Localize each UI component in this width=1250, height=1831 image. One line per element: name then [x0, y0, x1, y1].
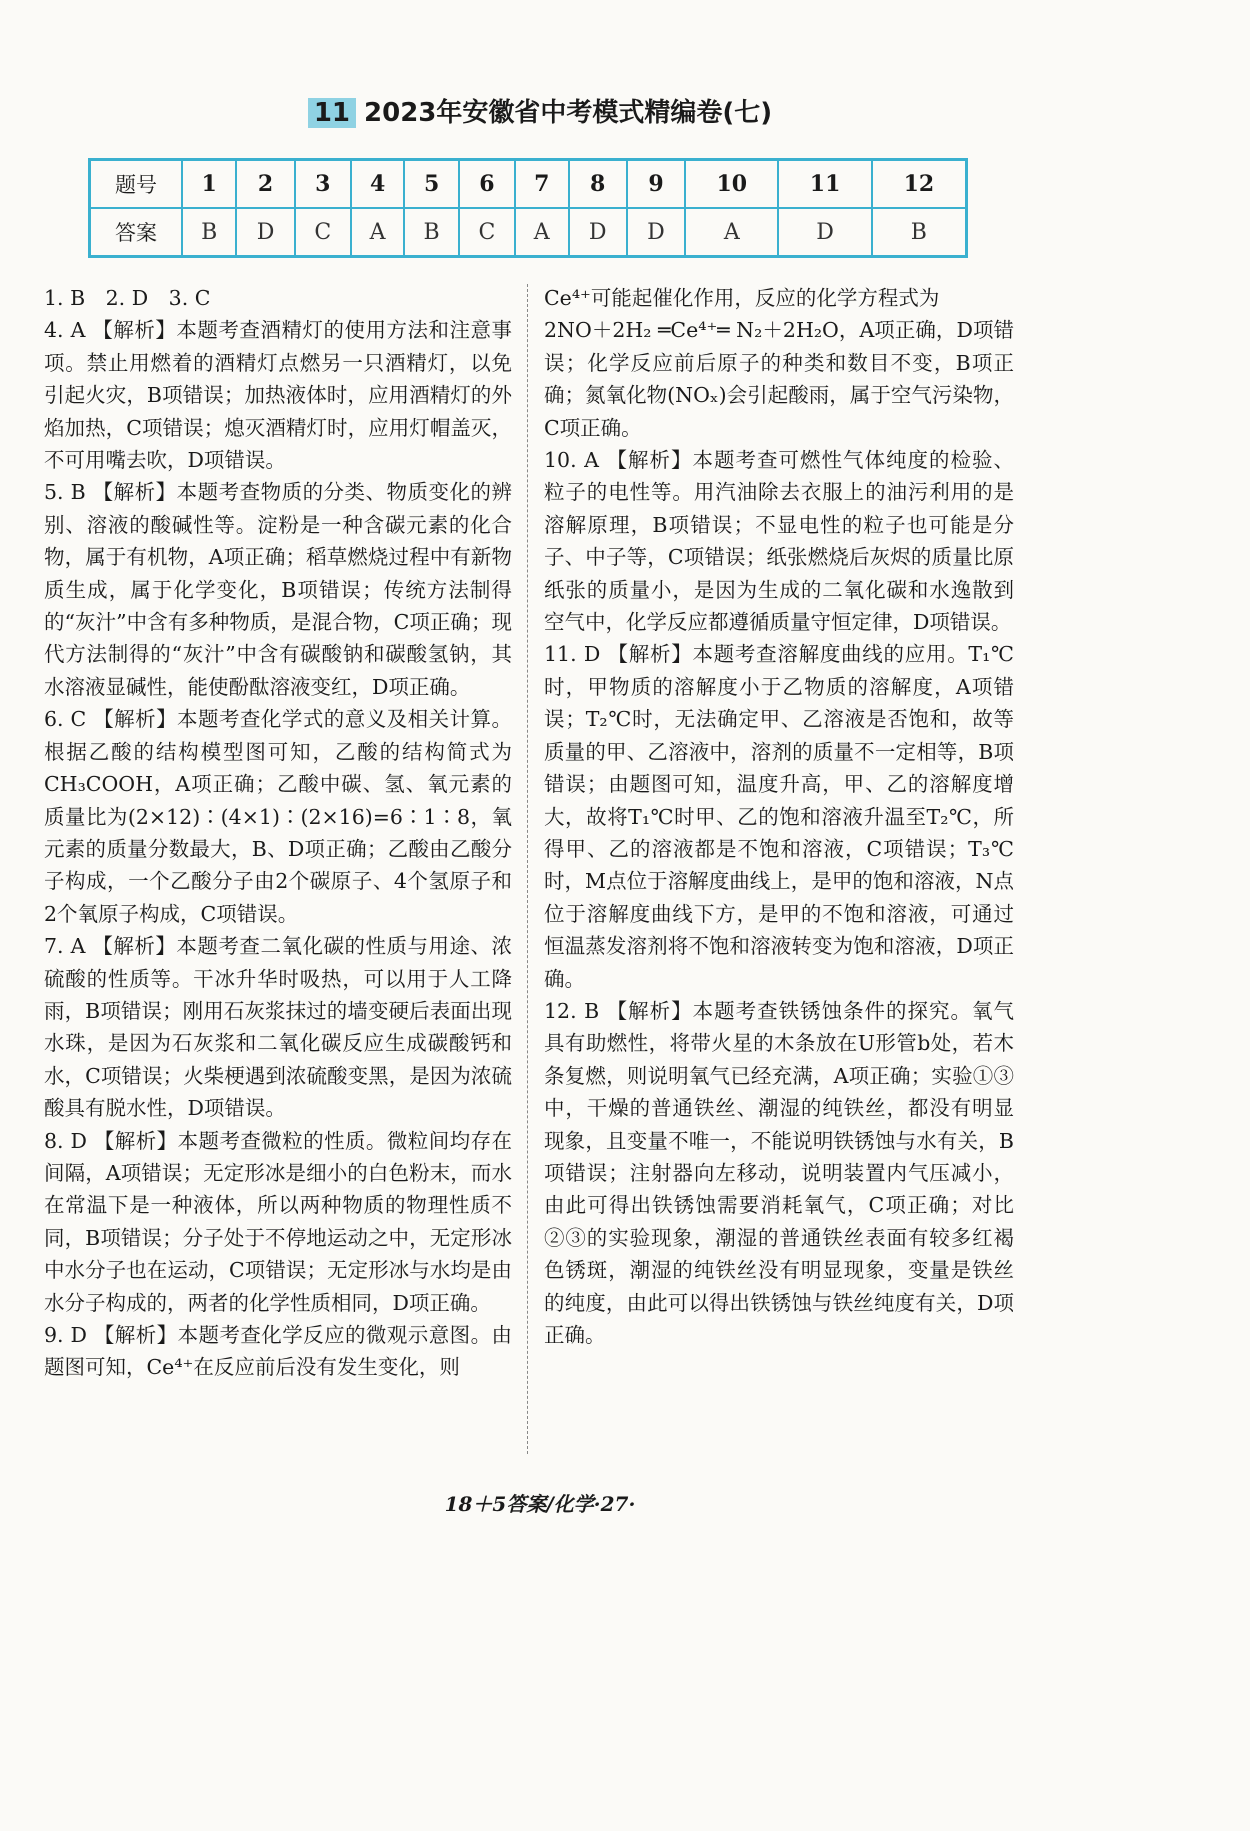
question-number: 10 — [685, 160, 778, 209]
answer-item-7: 7. A 【解析】本题考查二氧化碳的性质与用途、浓硫酸的性质等。干冰升华时吸热，可以用于人工降雨，B项错误；刚用石灰浆抹过的墙变硬后表面出现水珠，是因为石灰浆和二氧化碳反应生成碳酸钙和水，C项错误；火柴梗遇到浓硫酸变黑，是因为浓硫酸具有脱水性，D项错误。 — [44, 934, 512, 1121]
answer-cell: A — [685, 208, 778, 257]
answer-cell: A — [515, 208, 569, 257]
answer-table — [88, 158, 968, 258]
question-number: 11 — [778, 160, 871, 209]
item-9-text: Ce⁴⁺可能起催化作用，反应的化学方程式为 — [544, 286, 940, 310]
answer-label: 答案 — [90, 208, 183, 257]
question-number: 3 — [295, 160, 351, 209]
question-number: 9 — [627, 160, 685, 209]
answer-item-4: 4. A 【解析】本题考查酒精灯的使用方法和注意事项。禁止用燃着的酒精灯点燃另一只酒精灯，以免引起火灾，B项错误；加热液体时，应用酒精灯的外焰加热，C项错误；熄灭酒精灯时，应用灯帽盖灭，不可用嘴去吹，D项错误。 — [44, 318, 512, 473]
answer-item-9-start: 9. D 【解析】本题考查化学反应的微观示意图。由题图可知，Ce⁴⁺在反应前后没有发生变化，则 — [44, 1323, 512, 1380]
answer-cell: B — [182, 208, 236, 257]
answer-item-6: 6. C 【解析】本题考查化学式的意义及相关计算。根据乙酸的结构模型图可知，乙酸的结构简式为CH₃COOH，A项正确；乙酸中碳、氢、氧元素的质量比为(2×12)∶(4×1)∶(2×16)=6∶1∶8，氧元素的质量分数最大，B、D项正确；乙酸由乙酸分子构成，一个乙酸分子由2个碳原子、4个氢原子和2个氧原子构成，C项错误。 — [44, 707, 512, 926]
answer-item-5: 5. B 【解析】本题考查物质的分类、物质变化的辨别、溶液的酸碱性等。淀粉是一种含碳元素的化合物，属于有机物，A项正确；稻草燃烧过程中有新物质生成，属于化学变化，B项错误；传统方法制得的“灰汁”中含有多种物质，是混合物，C项正确；现代方法制得的“灰汁”中含有碳酸钠和碳酸氢钠，其水溶液显碱性，能使酚酞溶液变红，D项正确。 — [44, 480, 512, 699]
answer-cell: C — [459, 208, 515, 257]
answer-item-10: 10. A 【解析】本题考查可燃性气体纯度的检验、粒子的电性等。用汽油除去衣服上的油污利用的是溶解原理，B项错误；不显电性的粒子也可能是分子、中子等，C项错误；纸张燃烧后灰烬的质量比原纸张的质量小，是因为生成的二氧化碳和水逸散到空气中，化学反应都遵循质量守恒定律，D项错误。 — [544, 448, 1014, 635]
answer-cell: C — [295, 208, 351, 257]
answer-cell: D — [569, 208, 627, 257]
answer-item-8: 8. D 【解析】本题考查微粒的性质。微粒间均存在间隔，A项错误；无定形冰是细小的白色粉末，而水在常温下是一种液体，所以两种物质的物理性质不同，B项错误；分子处于不停地运动之中，无定形冰中水分子也在运动，C项错误；无定形冰与水均是由水分子构成的，两者的化学性质相同，D项正确。 — [44, 1128, 512, 1315]
left-column — [44, 282, 512, 1384]
question-number: 5 — [404, 160, 458, 209]
exam-title-text: 2023年安徽省中考模式精编卷(七) — [364, 98, 773, 128]
answer-cell: A — [351, 208, 405, 257]
column-divider — [527, 284, 528, 1454]
answer-item-12: 12. B 【解析】本题考查铁锈蚀条件的探究。氧气具有助燃性，将带火星的木条放在U形管b处，若木条复燃，则说明氧气已经充满，A项正确；实验①③中，干燥的普通铁丝、潮湿的纯铁丝，都没有明显现象，且变量不唯一，不能说明铁锈蚀与水有关，B项错误；注射器向左移动，说明装置内气压减小，由此可得出铁锈蚀需要消耗氧气，C项正确；对比②③的实验现象，潮湿的普通铁丝表面有较多红褐色锈斑，潮湿的纯铁丝没有明显现象，变量是铁丝的纯度，由此可以得出铁锈蚀与铁丝纯度有关，D项正确。 — [544, 998, 1014, 1347]
question-label: 题号 — [90, 160, 183, 209]
question-number: 8 — [569, 160, 627, 209]
answer-item-9-cont — [544, 282, 1014, 444]
question-number: 2 — [236, 160, 294, 209]
question-number-row — [90, 160, 967, 209]
page-footer: 18＋5答案/化学·27· — [444, 1492, 636, 1516]
right-column — [544, 282, 1014, 1351]
exam-number-badge: 11 — [308, 98, 356, 128]
answer-cell: D — [236, 208, 294, 257]
question-number: 4 — [351, 160, 405, 209]
answer-row — [90, 208, 967, 257]
question-number: 7 — [515, 160, 569, 209]
answer-cell: D — [778, 208, 871, 257]
answer-cell: B — [872, 208, 967, 257]
answer-cell: D — [627, 208, 685, 257]
item-9-equation: 2NO＋2H₂ ═Ce⁴⁺═ N₂＋2H₂O — [544, 318, 839, 343]
answer-item-1-3: 1. B 2. D 3. C — [44, 286, 211, 310]
question-number: 1 — [182, 160, 236, 209]
question-number: 6 — [459, 160, 515, 209]
answer-cell: B — [404, 208, 458, 257]
answer-item-11: 11. D 【解析】本题考查溶解度曲线的应用。T₁℃时，甲物质的溶解度小于乙物质的溶解度，A项错误；T₂℃时，无法确定甲、乙溶液是否饱和，故等质量的甲、乙溶液中，溶剂的质量不一定相等，B项错误；由题图可知，温度升高，甲、乙的溶解度增大，故将T₁℃时甲、乙的饱和溶液升温至T₂℃，所得甲、乙的溶液都是不饱和溶液，C项错误；T₃℃时，M点位于溶解度曲线上，是甲的饱和溶液，N点位于溶解度曲线下方，是甲的不饱和溶液，可通过恒温蒸发溶剂将不饱和溶液转变为饱和溶液，D项正确。 — [544, 642, 1014, 991]
page-title — [0, 92, 1080, 129]
question-number: 12 — [872, 160, 967, 209]
item-9-text-end: ，A项正确，D项错误；化学反应前后原子的种类和数目不变，B项正确；氮氧化物(NOₓ)会引起酸雨，属于空气污染物，C项正确。 — [544, 318, 1014, 440]
